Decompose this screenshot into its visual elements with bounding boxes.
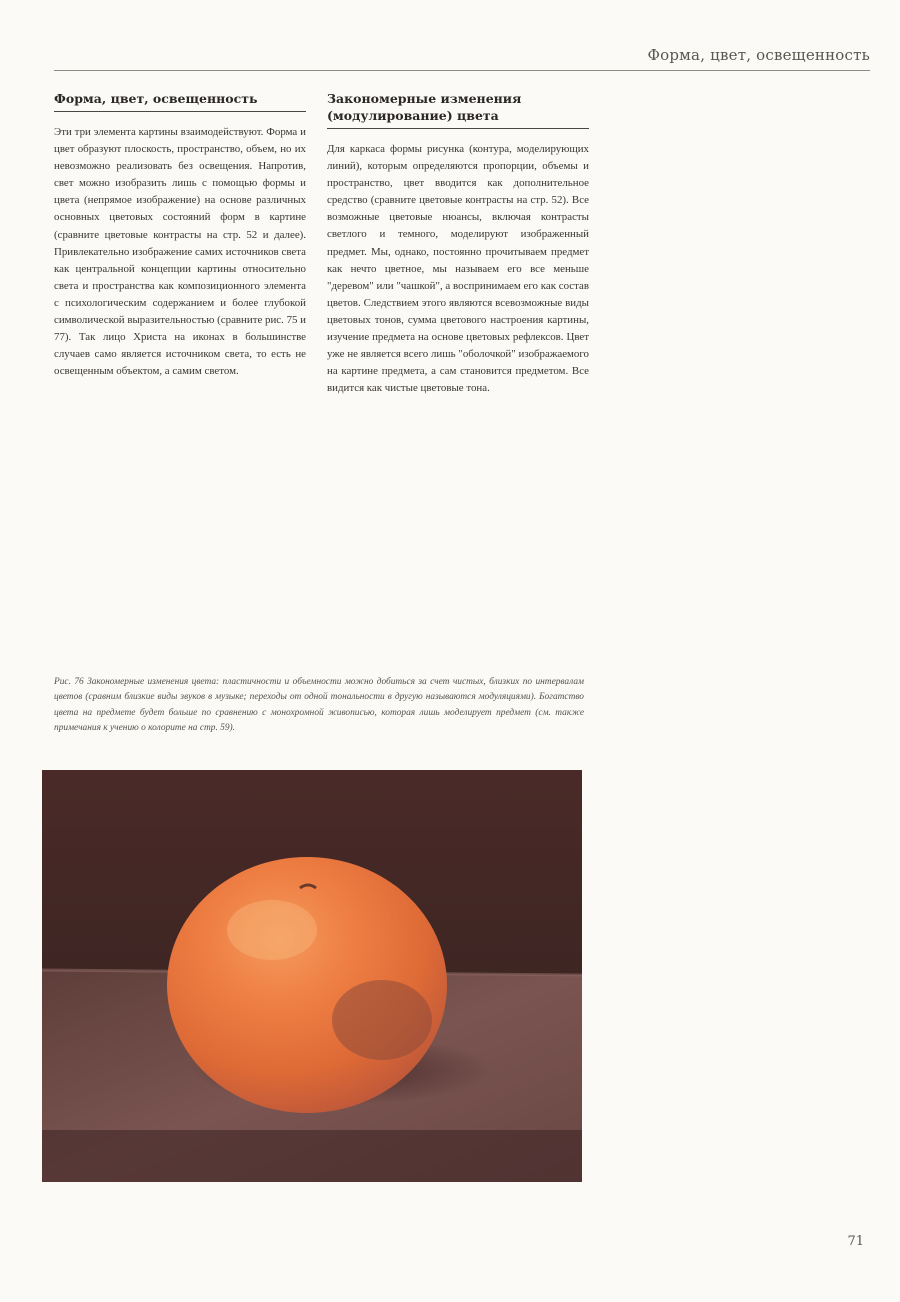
figure-caption: Рис. 76 Закономерные изменения цвета: пластичности и объемности можно добиться за счет чистых, близких по интервалам цветов (сравним близкие виды звуков в музыке; переходы от одной тональности в другую называются модуляциями). Богатство цвета на предмете будет больше по сравнению с монохромной живописью, которая лишь моделирует предмет (см. также примечания к учению о колорите на стр. 59). xyxy=(54,677,584,734)
heading-rule xyxy=(327,128,589,129)
right-column xyxy=(327,90,589,397)
header-rule xyxy=(54,70,870,71)
page-number: 71 xyxy=(847,1234,864,1249)
right-column-body: Для каркаса формы рисунка (контура, моделирующих линий), которым определяются пропорции, объемы и пространство, цвет вводится как дополнительное средство (сравните цветовые контрасты на стр. 52). Все возможные цветовые нюансы, включая контрасты светлого и темного, моделируют изображенный предмет. Мы, однако, постоянно прочитываем предмет как нечто цветное, мы называем его все меньше "деревом" или "чашкой", а воспринимаем его как состав цветов. Следствием этого являются всевозможные виды цветовых тонов, сумма цветового настроения картины, изучение предмета на основе цветовых рефлексов. Цвет уже не является всего лишь "оболочкой" изображаемого на картине предмета, а сам становится предметом. Все видится как чистые цветовые тона. xyxy=(327,143,589,395)
running-head: Форма, цвет, освещенность xyxy=(647,46,870,64)
left-column xyxy=(54,90,306,380)
left-column-body: Эти три элемента картины взаимодействуют. Форма и цвет образуют плоскость, пространство, объем, но их невозможно реализовать без освещения. Напротив, свет можно изобразить лишь с помощью формы и цвета (непрямое изображение) на основе различных основных цветовых состояний форм в картине (сравните цветовые контрасты на стр. 52 и далее). Привлекательно изображение самих источников света как центральной концепции картины относительно света и пространства как композиционного элемента с психологическим содержанием и более глубокой символической выразительностью (сравните рис. 75 и 77). Так лицо Христа на иконах в большинстве случаев само является источником света, то есть не освещенным объектом, а самим светом. xyxy=(54,126,307,378)
section-heading-color-modulation: Закономерные изменения (модулирование) цвета xyxy=(327,91,522,123)
painting-orange-still-life xyxy=(42,770,582,1182)
section-heading-form-color-light: Форма, цвет, освещенность xyxy=(54,91,258,106)
heading-rule xyxy=(54,111,306,112)
painting-fruit-shade xyxy=(332,980,432,1060)
painting-fruit-highlight xyxy=(227,900,317,960)
painting-dark-band xyxy=(42,1130,582,1182)
